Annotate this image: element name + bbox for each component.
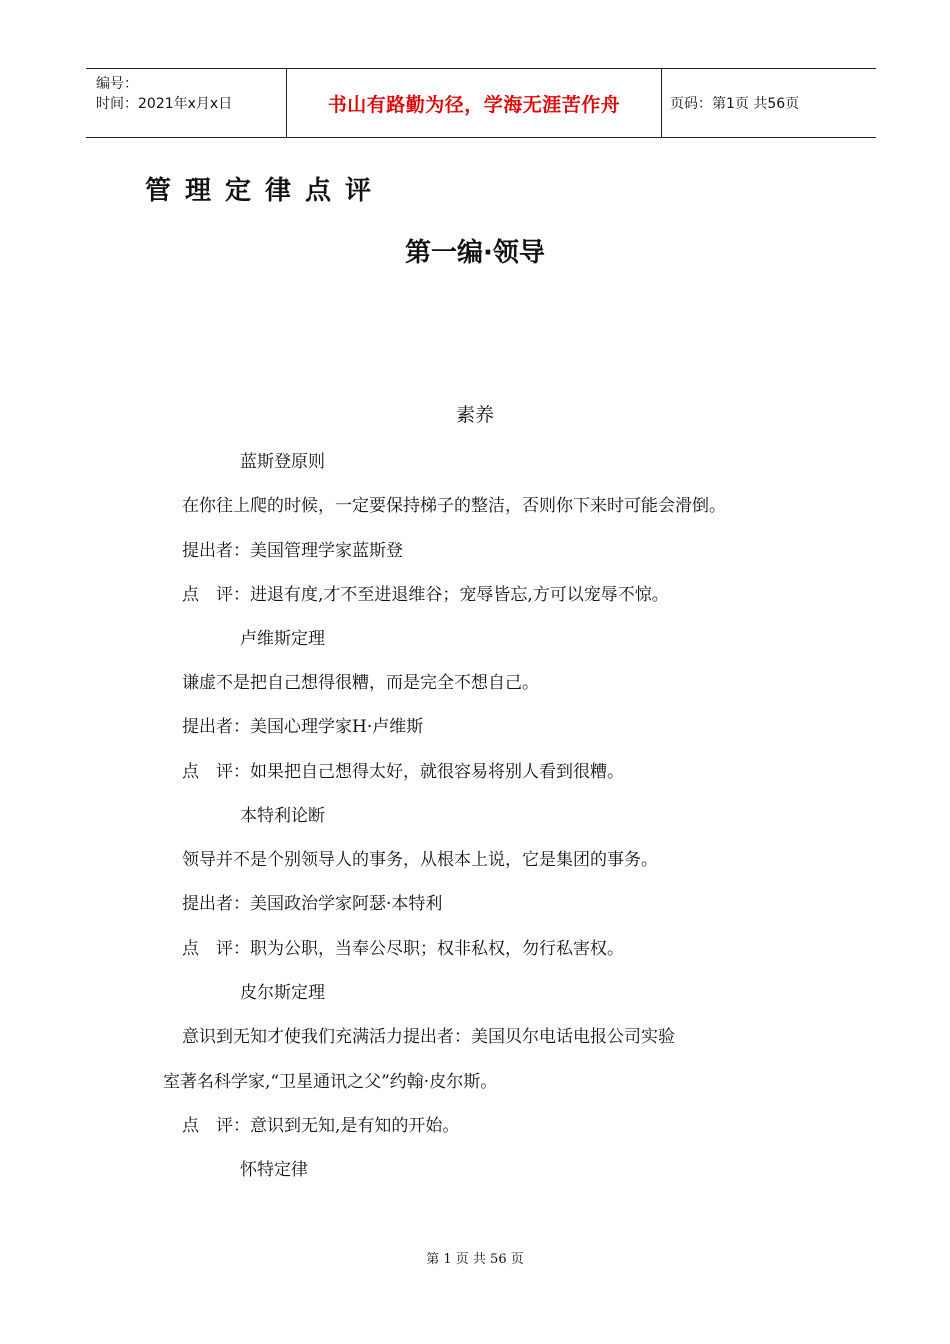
header-page-info: 页码：第1页 共56页 [670,96,800,112]
law-proposer: 提出者：美国政治学家阿瑟·本特利 [182,894,443,914]
number-label: 编号： [96,76,138,92]
header-motto: 书山有路勤为径，学海无涯苦作舟 [286,69,662,137]
law-comment: 点 评：意识到无知,是有知的开始。 [182,1116,460,1136]
document-title: 管理定律点评 [145,176,386,206]
page-footer: 第 1 页 共 56 页 [426,1252,524,1267]
law-statement: 意识到无知才使我们充满活力提出者：美国贝尔电话电报公司实验 [182,1027,675,1047]
section-heading: 素养 [455,404,494,426]
law-statement: 在你往上爬的时候，一定要保持梯子的整洁，否则你下来时可能会滑倒。 [182,496,726,516]
law-heading: 皮尔斯定理 [240,983,325,1003]
law-statement-continued: 室著名科学家,“卫星通讯之父”约翰·皮尔斯。 [163,1072,498,1092]
law-comment: 点 评：如果把自己想得太好，就很容易将别人看到很糟。 [182,762,624,782]
law-comment: 点 评：职为公职，当奉公尽职；权非私权，勿行私害权。 [182,939,624,959]
law-proposer: 提出者：美国心理学家H·卢维斯 [182,717,424,737]
law-heading: 卢维斯定理 [240,629,325,649]
page-header [86,68,876,138]
law-heading: 蓝斯登原则 [240,452,325,472]
law-comment: 点 评：进退有度,才不至进退维谷；宠辱皆忘,方可以宠辱不惊。 [182,585,669,605]
header-meta [86,69,286,137]
part-heading: 第一编·领导 [405,238,545,268]
law-heading: 本特利论断 [240,806,325,826]
law-heading: 怀特定律 [240,1160,308,1180]
time-label: 时间：2021年x月x日 [96,96,233,112]
law-statement: 谦虚不是把自己想得很糟，而是完全不想自己。 [182,673,539,693]
law-proposer: 提出者：美国管理学家蓝斯登 [182,541,403,561]
law-statement: 领导并不是个别领导人的事务，从根本上说，它是集团的事务。 [182,850,658,870]
